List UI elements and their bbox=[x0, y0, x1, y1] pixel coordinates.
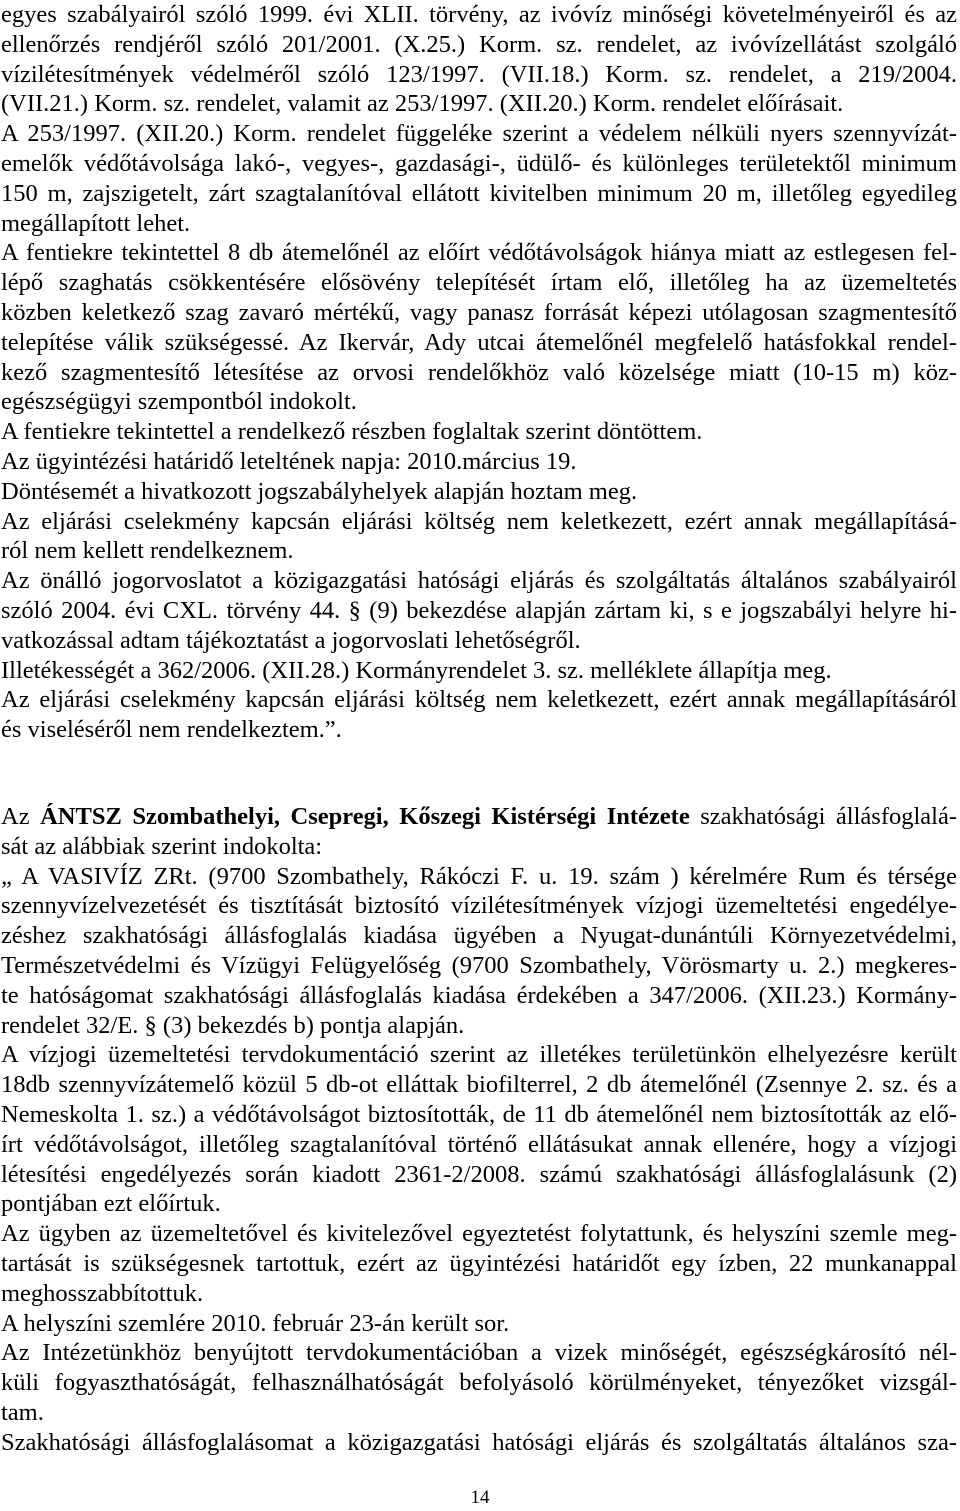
text-line: rendelet 32/E. § (3) bekezdés b) pontja alapján. bbox=[1, 1011, 465, 1039]
text-line: A vízjogi üzemeltetési tervdokumentáció szerint az illetékes területünkön elhelyezésre került bbox=[1, 1041, 957, 1069]
text-run: szakhatósági állásfoglalá- bbox=[700, 803, 958, 830]
text-line: meghosszabbítottuk. bbox=[1, 1279, 204, 1307]
paragraph bbox=[1, 566, 957, 655]
text-line: Az ügyben az üzemeltetővel és kivitelezővel egyeztetést folytattunk, és helyszíni szemle meg- bbox=[1, 1220, 957, 1248]
text-line: Az ügyintézési határidő leteltének napja: 2010.március 19. bbox=[1, 447, 577, 475]
text-line: ról nem kellett rendelkeznem. bbox=[1, 537, 294, 565]
text-line: lépő szaghatás csökkentésére elősövény telepítését írtam elő, illetőleg ha az üzemeltetés bbox=[1, 269, 957, 297]
section-decision-reasons bbox=[1, 0, 957, 745]
text-run: Az bbox=[1, 803, 30, 830]
paragraph bbox=[1, 119, 957, 238]
text-line: Nemeskolta 1. sz.) a védőtávolságot biztosították, de 11 db átemelőnél nem biztosították az elő- bbox=[1, 1100, 957, 1128]
text-line: Döntésemét a hivatkozott jogszabályhelyek alapján hoztam meg. bbox=[1, 477, 638, 505]
text-line: Természetvédelmi és Vízügyi Felügyelőség (9700 Szombathely, Vörösmarty u. 2.) megkeres- bbox=[1, 951, 957, 979]
text-line bbox=[1, 802, 957, 832]
text-line: küli fogyaszthatóságát, felhasználhatóságát befolyásoló körülményeket, tényezőket vizsgál- bbox=[1, 1369, 957, 1397]
text-line: A fentiekre tekintettel 8 db átemelőnél az előírt védőtávolságok hiánya miatt az estlegesen fel- bbox=[1, 239, 957, 267]
text-line: sát az alábbiak szerint indokolta: bbox=[1, 832, 323, 860]
text-line: egyes szabályairól szóló 1999. évi XLII. törvény, az ivóvíz minőségi követelményeiről és az bbox=[1, 1, 957, 28]
text-line: és viseléséről nem rendelkeztem.”. bbox=[1, 716, 342, 744]
text-line: Az önálló jogorvoslatot a közigazgatási hatósági eljárás és szolgáltatás általános szabályairól bbox=[1, 567, 957, 595]
paragraph bbox=[1, 477, 957, 507]
text-line: A 253/1997. (XII.20.) Korm. rendelet függeléke szerint a védelem nélküli nyers szennyvízát- bbox=[1, 120, 957, 148]
text-line: szóló 2004. évi CXL. törvény 44. § (9) bekezdése alapján zártam ki, s e jogszabályi helyre hi- bbox=[1, 596, 957, 624]
authority-name: ÁNTSZ Szombathelyi, Csepregi, Kőszegi Kistérségi Intézete bbox=[40, 803, 690, 830]
paragraph bbox=[1, 1428, 957, 1458]
paragraph bbox=[1, 685, 957, 745]
text-line: zéshez szakhatósági állásfoglalás kiadása ügyében a Nyugat-dunántúli Környezetvédelmi, bbox=[1, 922, 957, 950]
paragraph bbox=[1, 862, 957, 1041]
paragraph bbox=[1, 447, 957, 477]
text-line: vatkozással adtam tájékoztatást a jogorvoslati lehetőségről. bbox=[1, 626, 581, 654]
text-line: pontjában ezt előírtuk. bbox=[1, 1190, 221, 1218]
text-line: A helyszíni szemlére 2010. február 23-án került sor. bbox=[1, 1309, 510, 1337]
text-line: Szakhatósági állásfoglalásomat a közigazgatási hatósági eljárás és szolgáltatás általános sza- bbox=[1, 1428, 957, 1456]
text-line: tam. bbox=[1, 1398, 44, 1426]
text-line: létesítési engedélyezés során kiadott 2361-2/2008. számú szakhatósági állásfoglalásunk (2) bbox=[1, 1160, 957, 1188]
text-line: írt védőtávolságot, illetőleg szagtalanítóval történő ellátásukat annak ellenére, hogy a vízjogi bbox=[1, 1130, 957, 1158]
paragraph-intro bbox=[1, 802, 957, 862]
paragraph bbox=[1, 1309, 957, 1339]
paragraph bbox=[1, 238, 957, 417]
text-line: „ A VASIVÍZ ZRt. (9700 Szombathely, Rákóczi F. u. 19. szám ) kérelmére Rum és térsége bbox=[1, 862, 957, 890]
paragraph bbox=[1, 1040, 957, 1219]
page-number: 14 bbox=[470, 1487, 490, 1508]
text-line: telepítése válik szükségessé. Az Ikervár, Ady utcai átemelőnél megfelelő hatásfokkal rendel- bbox=[1, 328, 957, 356]
text-line: 150 m, zajszigetelt, zárt szagtalanítóval ellátott kivitelben minimum 20 m, illetőleg egyedileg bbox=[1, 179, 957, 207]
text-line: A fentiekre tekintettel a rendelkező részben foglaltak szerint döntöttem. bbox=[1, 418, 703, 446]
text-line: egészségügyi szempontból indokolt. bbox=[1, 388, 357, 416]
text-line: közben keletkező szag zavaró mértékű, vagy panasz forrását képezi utólagosan szagmentesítő bbox=[1, 298, 957, 326]
paragraph bbox=[1, 656, 957, 686]
text-line: szennyvízelvezetését és tisztítását biztosító vízilétesítmények vízjogi üzemeltetési engedélye- bbox=[1, 892, 957, 920]
text-line: kező szagmentesítő létesítése az orvosi rendelőkhöz való közelsége miatt (10-15 m) köz- bbox=[1, 358, 957, 386]
text-line: Illetékességét a 362/2006. (XII.28.) Kormányrendelet 3. sz. melléklete állapítja meg. bbox=[1, 656, 832, 684]
text-line: vízilétesítmények védelméről szóló 123/1997. (VII.18.) Korm. sz. rendelet, a 219/2004. bbox=[1, 60, 957, 88]
text-line: Az eljárási cselekmény kapcsán eljárási költség nem keletkezett, ezért annak megállapításáról bbox=[1, 686, 957, 714]
text-line: te hatóságomat szakhatósági állásfoglalás kiadása érdekében a 347/2006. (XII.23.) Kormány- bbox=[1, 981, 957, 1009]
text-line: emelők védőtávolsága lakó-, vegyes-, gazdasági-, üdülő- és különleges területektől minimum bbox=[1, 149, 957, 177]
paragraph bbox=[1, 1338, 957, 1427]
text-line: Az Intézetünkhöz benyújtott tervdokumentációban a vizek minőségét, egészségkárosító nél- bbox=[1, 1339, 957, 1367]
paragraph bbox=[1, 417, 957, 447]
text-line: Az eljárási cselekmény kapcsán eljárási költség nem keletkezett, ezért annak megállapításá- bbox=[1, 507, 957, 535]
paragraph bbox=[1, 0, 957, 119]
text-line: tartását is szükségesnek tartottuk, ezért az ügyintézési határidőt egy ízben, 22 munkanappal bbox=[1, 1249, 957, 1277]
text-line: megállapított lehet. bbox=[1, 209, 191, 237]
section-authority-opinion bbox=[1, 802, 957, 1458]
text-line: ellenőrzés rendjéről szóló 201/2001. (X.25.) Korm. sz. rendelet, az ivóvízellátást szolgáló bbox=[1, 30, 957, 58]
paragraph bbox=[1, 507, 957, 567]
text-line: 18db szennyvízátemelő közül 5 db-ot elláttak biofilterrel, 2 db átemelőnél (Zsennye 2. sz. és a bbox=[1, 1071, 957, 1099]
text-line: (VII.21.) Korm. sz. rendelet, valamit az 253/1997. (XII.20.) Korm. rendelet előírásait. bbox=[1, 90, 844, 118]
paragraph bbox=[1, 1219, 957, 1308]
